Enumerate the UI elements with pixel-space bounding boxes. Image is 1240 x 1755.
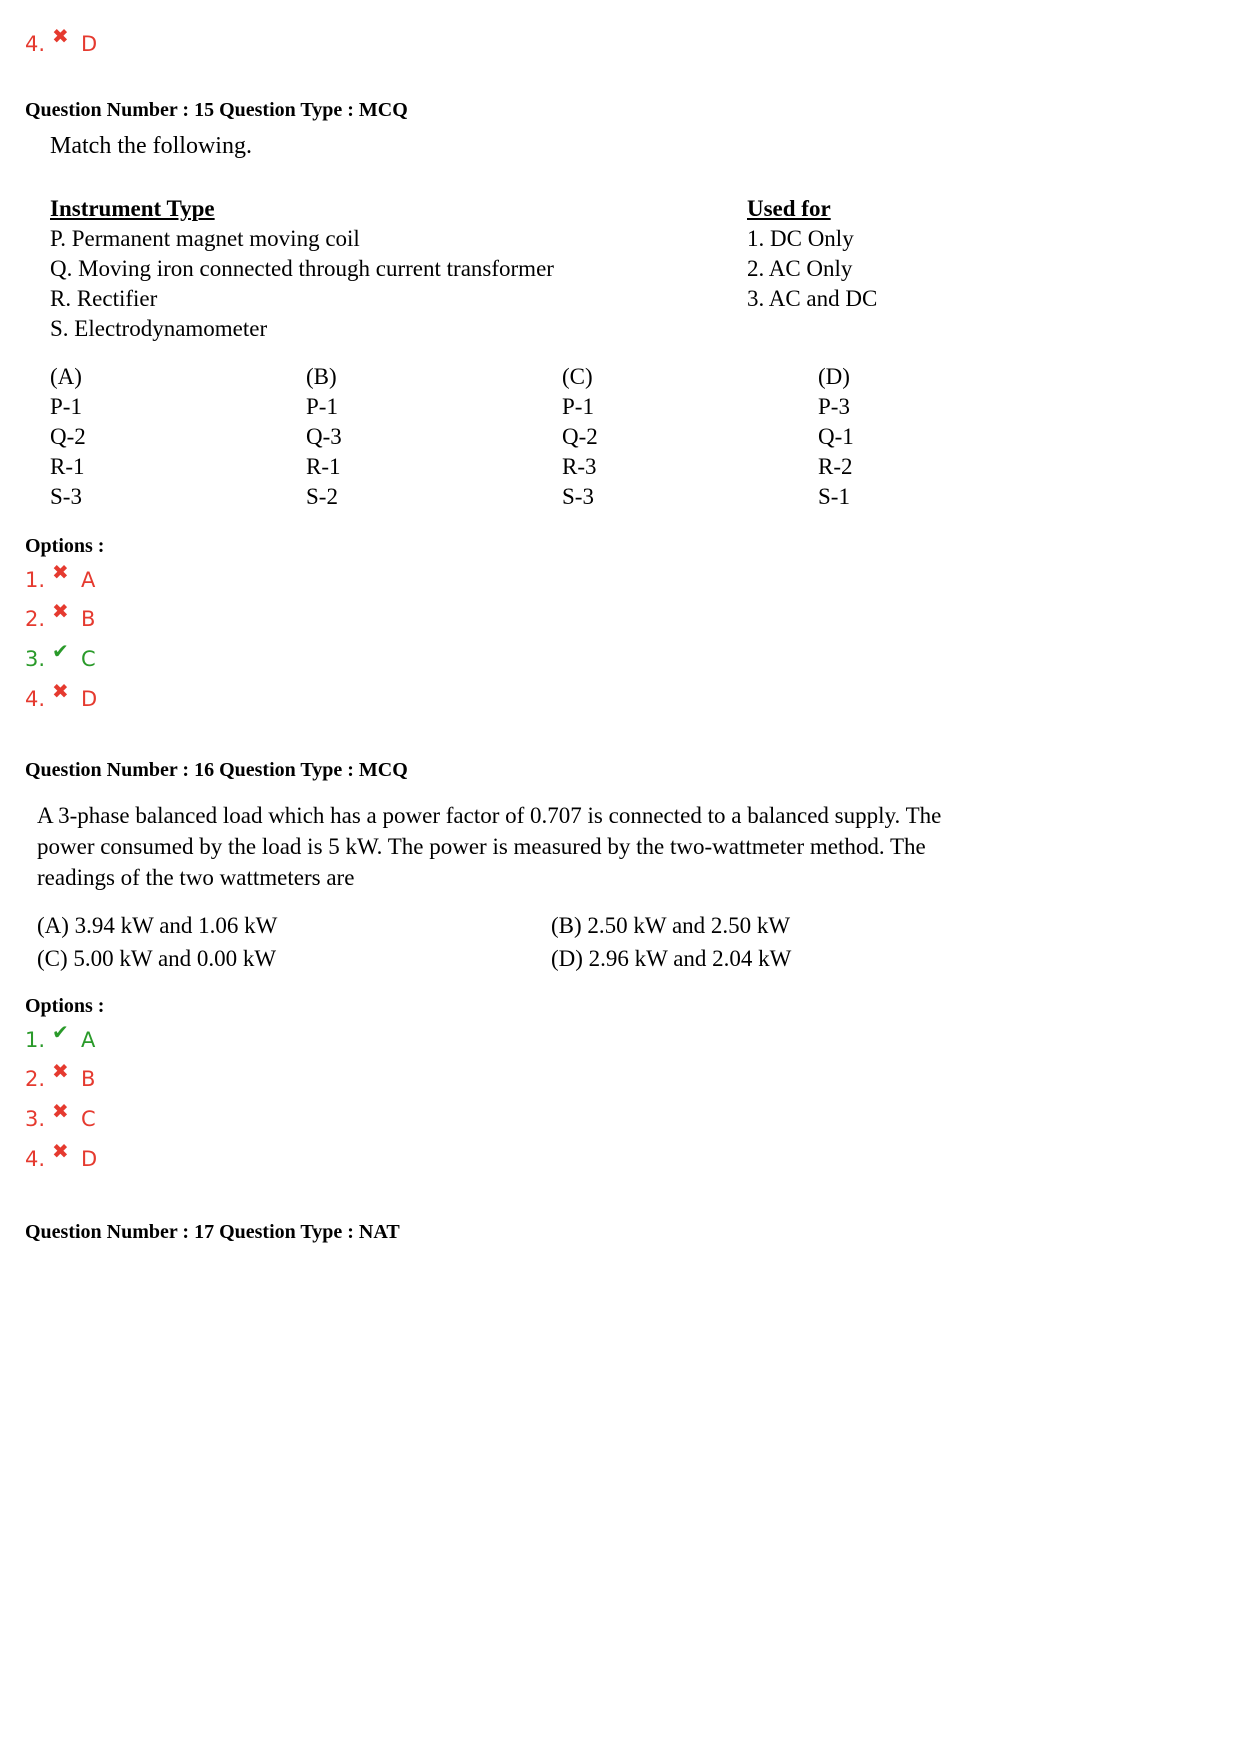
option-letter: D <box>81 32 98 56</box>
choice-row: Q-1 <box>818 424 854 449</box>
option-number: 3. <box>25 1107 46 1131</box>
left-item: Q. Moving iron connected through current transformer <box>50 256 554 281</box>
option-number: 4. <box>25 1147 46 1171</box>
choice-row: Q-2 <box>50 424 86 449</box>
check-icon: ✔ <box>52 1020 69 1044</box>
choice-row: R-3 <box>562 454 597 479</box>
option-number: 2. <box>25 607 46 631</box>
q15-option-2 <box>25 599 96 631</box>
choice-row: R-1 <box>50 454 85 479</box>
q15-option-3 <box>25 639 96 671</box>
cross-icon: ✖ <box>52 1139 69 1163</box>
q15-option-4 <box>25 679 98 711</box>
choice-row: P-1 <box>306 394 338 419</box>
choice-row: S-2 <box>306 484 338 509</box>
choice-label: (D) <box>818 364 850 389</box>
choice-row: S-1 <box>818 484 850 509</box>
cross-icon: ✖ <box>52 599 69 623</box>
option-letter: A <box>81 1028 96 1052</box>
option-letter: D <box>81 1147 98 1171</box>
option-number: 4. <box>25 687 46 711</box>
option-number: 1. <box>25 568 46 592</box>
option-number: 1. <box>25 1028 46 1052</box>
q15-prompt: Match the following. <box>50 133 252 159</box>
cross-icon: ✖ <box>52 560 69 584</box>
prompt-line: readings of the two wattmeters are <box>37 865 355 890</box>
choice-row: Q-3 <box>306 424 342 449</box>
q15-left-column <box>50 194 554 344</box>
cross-icon: ✖ <box>52 1059 69 1083</box>
option-letter: B <box>81 607 96 631</box>
option-letter: B <box>81 1067 96 1091</box>
right-item: 1. DC Only <box>747 226 854 251</box>
q16-header: Question Number : 16 Question Type : MCQ <box>25 759 408 781</box>
q17-header: Question Number : 17 Question Type : NAT <box>25 1221 400 1243</box>
choice-row: Q-2 <box>562 424 598 449</box>
q16-choice-c: (C) 5.00 kW and 0.00 kW <box>37 946 277 971</box>
left-item: S. Electrodynamometer <box>50 316 268 341</box>
q15-header: Question Number : 15 Question Type : MCQ <box>25 99 408 121</box>
cross-icon: ✖ <box>52 679 69 703</box>
choice-row: R-1 <box>306 454 341 479</box>
q16-option-3 <box>25 1099 96 1131</box>
q16-choice-d: (D) 2.96 kW and 2.04 kW <box>551 946 792 971</box>
cross-icon: ✖ <box>52 24 69 48</box>
q16-prompt <box>37 800 941 893</box>
q15-choice-d <box>818 362 854 512</box>
q15-choice-c <box>562 362 598 512</box>
choice-row: R-2 <box>818 454 853 479</box>
q16-option-1 <box>25 1020 96 1052</box>
prompt-line: power consumed by the load is 5 kW. The power is measured by the two-wattmeter method. The <box>37 834 926 859</box>
choice-row: S-3 <box>562 484 594 509</box>
option-number: 3. <box>25 647 46 671</box>
option-letter: C <box>81 1107 96 1131</box>
choice-row: P-1 <box>562 394 594 419</box>
option-letter: A <box>81 568 96 592</box>
left-item: P. Permanent magnet moving coil <box>50 226 360 251</box>
left-item: R. Rectifier <box>50 286 158 311</box>
q16-option-2 <box>25 1059 96 1091</box>
option-letter: D <box>81 687 98 711</box>
option-number: 2. <box>25 1067 46 1091</box>
cross-icon: ✖ <box>52 1099 69 1123</box>
left-heading: Instrument Type <box>50 196 215 221</box>
q15-choice-a <box>50 362 86 512</box>
q16-options-label: Options : <box>25 995 105 1017</box>
right-heading: Used for <box>747 196 831 221</box>
q15-option-1 <box>25 560 96 592</box>
prev-option-d <box>25 24 98 56</box>
q16-option-4 <box>25 1139 98 1171</box>
choice-row: P-3 <box>818 394 850 419</box>
choice-label: (B) <box>306 364 337 389</box>
prompt-line: A 3-phase balanced load which has a power factor of 0.707 is connected to a balanced supply. The <box>37 803 942 828</box>
choice-row: P-1 <box>50 394 82 419</box>
right-item: 3. AC and DC <box>747 286 878 311</box>
q15-options-label: Options : <box>25 535 105 557</box>
choice-label: (A) <box>50 364 82 389</box>
q15-choice-b <box>306 362 342 512</box>
right-item: 2. AC Only <box>747 256 853 281</box>
q16-choice-b: (B) 2.50 kW and 2.50 kW <box>551 913 791 938</box>
choice-label: (C) <box>562 364 593 389</box>
q16-choice-a: (A) 3.94 kW and 1.06 kW <box>37 913 278 938</box>
q15-right-column <box>747 194 877 314</box>
choice-row: S-3 <box>50 484 82 509</box>
check-icon: ✔ <box>52 639 69 663</box>
option-number: 4. <box>25 32 46 56</box>
option-letter: C <box>81 647 96 671</box>
